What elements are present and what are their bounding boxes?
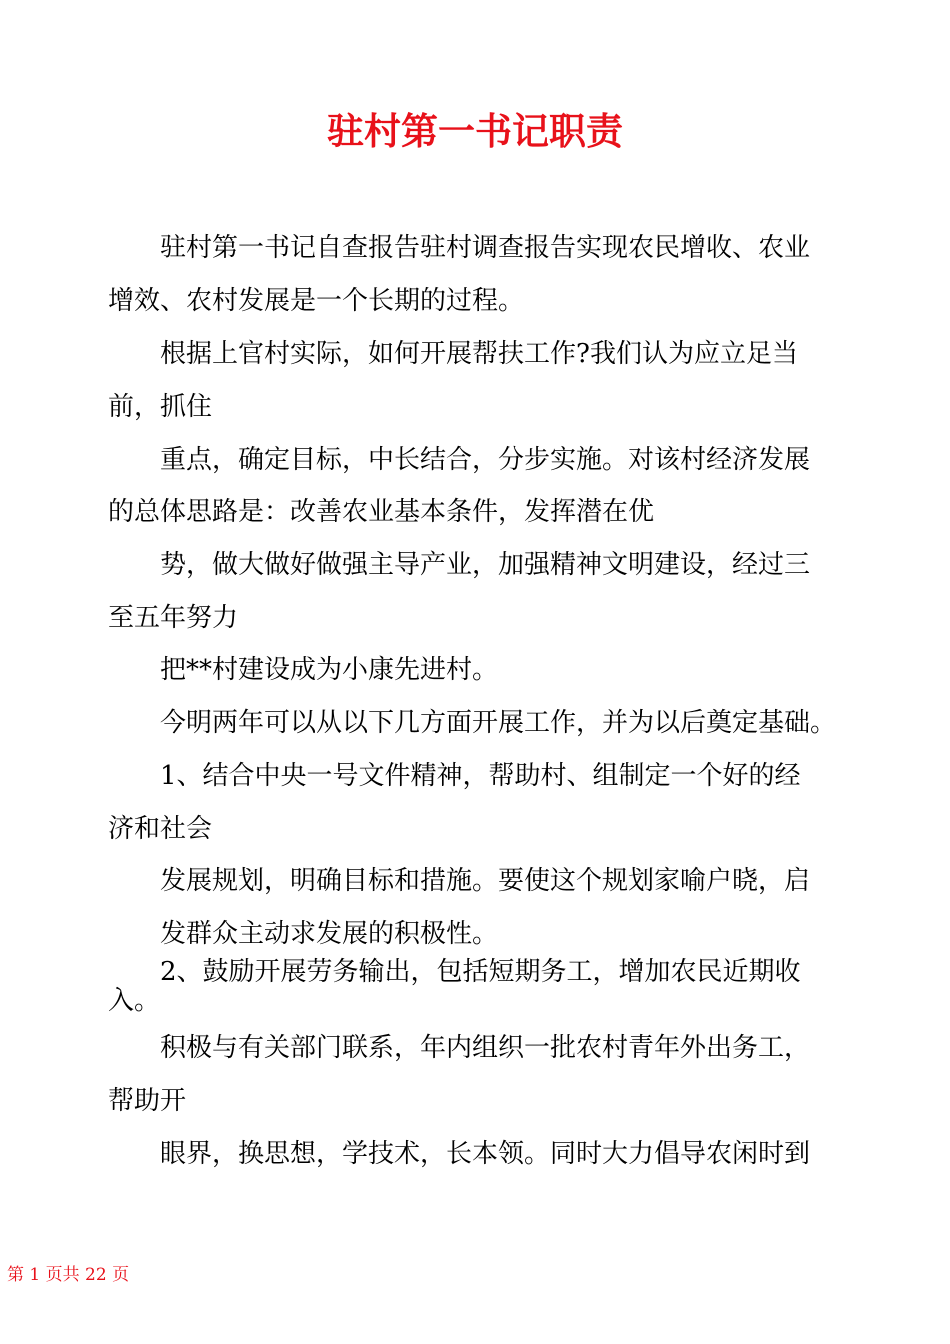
text-line: 帮助开 bbox=[108, 1086, 187, 1116]
text-line: 至五年努力 bbox=[108, 603, 239, 633]
text-line: 积极与有关部门联系，年内组织一批农村青年外出务工， bbox=[160, 1033, 811, 1063]
text-line: 把**村建设成为小康先进村。 bbox=[160, 655, 499, 685]
text-line: 1、结合中央一号文件精神，帮助村、组制定一个好的经 bbox=[160, 761, 801, 791]
text-line: 发展规划，明确目标和措施。要使这个规划家喻户晓，启 bbox=[160, 866, 811, 896]
page-title: 驻村第一书记职责 bbox=[327, 110, 623, 153]
text-line: 眼界，换思想，学技术，长本领。同时大力倡导农闲时到 bbox=[160, 1139, 811, 1169]
text-line: 入。 bbox=[108, 986, 161, 1016]
page-indicator: 第 1 页共 22 页 bbox=[7, 1265, 130, 1285]
text-line: 2、鼓励开展劳务输出，包括短期务工，增加农民近期收 bbox=[160, 957, 801, 987]
text-line: 根据上官村实际，如何开展帮扶工作?我们认为应立足当 bbox=[160, 339, 798, 369]
text-line: 前，抓住 bbox=[108, 392, 213, 422]
text-line: 济和社会 bbox=[108, 814, 213, 844]
text-line: 势，做大做好做强主导产业，加强精神文明建设，经过三 bbox=[160, 550, 811, 580]
text-line: 增效、农村发展是一个长期的过程。 bbox=[108, 286, 525, 316]
text-line: 的总体思路是：改善农业基本条件，发挥潜在优 bbox=[108, 497, 655, 527]
text-line: 发群众主动求发展的积极性。 bbox=[160, 919, 499, 949]
text-line: 重点，确定目标，中长结合，分步实施。对该村经济发展 bbox=[160, 445, 811, 475]
text-line: 驻村第一书记自查报告驻村调查报告实现农民增收、农业 bbox=[160, 233, 811, 263]
text-line: 今明两年可以从以下几方面开展工作，并为以后奠定基础。 bbox=[160, 708, 837, 738]
